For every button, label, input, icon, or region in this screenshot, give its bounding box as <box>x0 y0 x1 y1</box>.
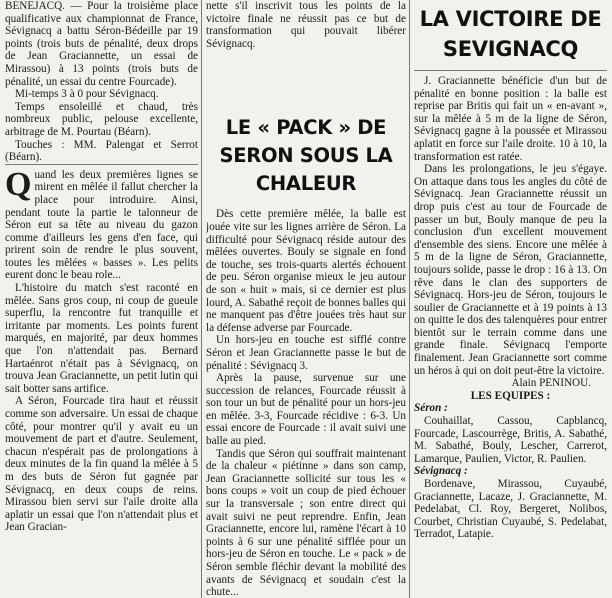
history-paragraph: L'histoire du match s'est raconté en mêlée. Sans gros coup, ni coup de gueule superflu, la rencontre fut tranquille et irritante par moments. Les points furent marqués, en majorité, par deux hommes que l'on n'attendait pas. Bernard Hartaénrot n'était pas à Sévignacq, on trouva Jean Graciannette, un petit lutin qui sait botter sans artifice. <box>5 282 198 395</box>
half-time-score: Mi-temps 3 à 0 pour Sévignacq. <box>15 88 159 101</box>
roster-seron: Couhaillat, Cassou, Capblancq, Fourcade, Lascourrège, Britis, A. Sabathé, M. Sabathé, Bouly, Lescher, Carrerot, Lamarque, Paulien, Victor, R. Paulien. <box>414 415 607 465</box>
seron-paragraph: A Séron, Fourcade tira haut et réussit comme son adversaire. Un essai de chaque côté, pour montrer qu'il y avait eu un mouvement de part et d'autre. Seulement, chacun n'espérait pas de prolongations à deux minutes de la fin quand la mêlée à 5 m des buts de Séron fut gagnée par Sévignacq, en deux coups de reins. Mirassou bien servi sur l'aile droite alla aplatir un essai que l'on n'attendait plus et Jean Gracian- <box>5 395 198 534</box>
divider <box>414 70 607 71</box>
match-summary: BENEJACQ. — Pour la troisième place qualificative aux championnat de France, Sévignacq a battu Séron-Bédeille par 19 points (trois buts de pénalité, deux drops de Jean Graciannette, un essai de Mirassou) à 13 points (trois buts de pénalité, un essai du centre Fourcade). <box>5 0 198 88</box>
first-half-paragraph: Dès cette première mêlée, la balle est jouée vite sur les lignes arrière de Séron. La difficulté pour Sévignacq réside autour des mêlées ouvertes. Bouly se signale en fond de touche, ses trois-quarts alertés échouent de peu. Séron organise mieux le jeu autour de son « huit » mais, si ce dernier est plus lourd, A. Sabathé reçoit de bonnes balles qui ne manquent pas d'être jouées très haut sur la défense adverse par Fourcade. <box>206 208 406 334</box>
teams-heading: LES EQUIPES : <box>470 389 551 402</box>
column-rule <box>409 0 410 598</box>
roster-sevignacq: Bordenave, Mirassou, Cuyaubé, Graciannette, Lacaze, J. Graciannette, M. Pedelabat, Cl. Roy, Bergeret, Nolibos, Courbet, Christian Cuyaubé, S. Pedelabat, Terradot, Latapie. <box>414 478 607 541</box>
section-headline: LE « PACK » DE SERON SOUS LA CHALEUR <box>219 116 393 196</box>
intro-text: uand les deux premières lignes se mirent en mêlée il fallut chercher la place pour introduire. Ainsi, pendant toute la partie le talonneur de Séron eut sa tête au niveau du gazon comme d'ailleurs les gens d'en face, qui prirent soin de rendre le plus souvent, toutes les mêlées « basses ». Les pelits eurent donc le beau role... <box>5 168 198 282</box>
column-1 <box>5 0 198 598</box>
team-name-sevignacq: Sévignacq : <box>414 465 468 478</box>
team-name-seron: Séron : <box>414 402 448 415</box>
column-rule <box>201 0 202 598</box>
victory-headline: LA VICTOIRE DE SEVIGNACQ <box>419 7 602 61</box>
conditions-paragraph: Temps ensoleillé et chaud, très nombreux public, pelouse excellente, arbitrage de M. Pourtau (Béarn). <box>5 100 198 138</box>
drop-cap: Q <box>5 165 32 203</box>
column-2 <box>206 0 406 598</box>
touch-judges: Touches : MM. Palengat et Serrot (Béarn). <box>5 138 198 164</box>
second-half-paragraph: Après la pause, survenue sur une succession de relances, Fourcade réussit à son tour un but de pénalité pour un hors-jeu en mêlée. 3-3, Fourcade récidive : 6-3. Un essai encore de Fourcade : il avait suivi une balle au pied. <box>206 372 406 448</box>
heat-paragraph: Tandis que Séron qui souffrait maintenant de la chaleur « piétinne » dans son camp, Jean Graciannette sollicité sur tous les « bons coups » voit un coup de pied échouer sur la transversale ; son entre direct qui avait suivi ne peut reprendre. Enfin, Jean Graciannette, encore lui, ramène l'écart à 10 points à 6 sur une pénalité sifflée pour un hors-jeu de Séron en touche. Le « pack » de Séron semble fléchir devant la mobilité des avants de Sévignacq et soudain c'est la chute... <box>206 447 406 598</box>
author-signature: Alain PENINOU. <box>511 377 591 390</box>
penalty-paragraph: Un hors-jeu en touche est sifflé contre Séron et Jean Graciannette passe le but de pénalité : Sévignacq 3. <box>206 334 406 372</box>
continuation-paragraph: nette s'il inscrivit tous les points de la victoire finale ne réussit pas ce but de transformation qui pouvait libérer Sévignacq. <box>206 0 406 50</box>
column-3 <box>414 0 607 598</box>
divider <box>5 164 198 165</box>
intro-paragraph <box>5 165 198 282</box>
prolongation-paragraph: Dans les prolongations, le jeu s'égaye. On attaque dans tous les angles du côté de Sévignacq. Jean Graciannette réussit un drop puis c'est au tour de Fourcade de passer un but, Bouly manque de peu la conclusion d'un excellent mouvement d'ensemble des siens. Encore une mêlée à 5 m de la ligne de Séron, Graciannette, toujours solide, passe le drop : 16 à 13. On rêve dans le clan des supporters de Sévignacq. Hors-jeu de Séron, toujours le soulier de Graciannette et à 19 points à 13 on quitte le dos des talenquères pour entrer bientôt sur le terrain comme dans une grande finale. Sévignacq l'emporte finalement. Jean Graciannette sort comme un héros à qui on doit peut-être la victoire. <box>414 163 607 377</box>
victory-paragraph: J. Graciannette bénéficie d'un but de pénalité en bonne position : la balle est reprise par Britis qui fait un « en-avant », sur la mêlée à 5 m de la ligne de Séron, Sévignacq gagne à la poussée et Mirassou aplatit en force sur l'aile droite. 10 à 10, la transformation est ratée. <box>414 75 607 163</box>
